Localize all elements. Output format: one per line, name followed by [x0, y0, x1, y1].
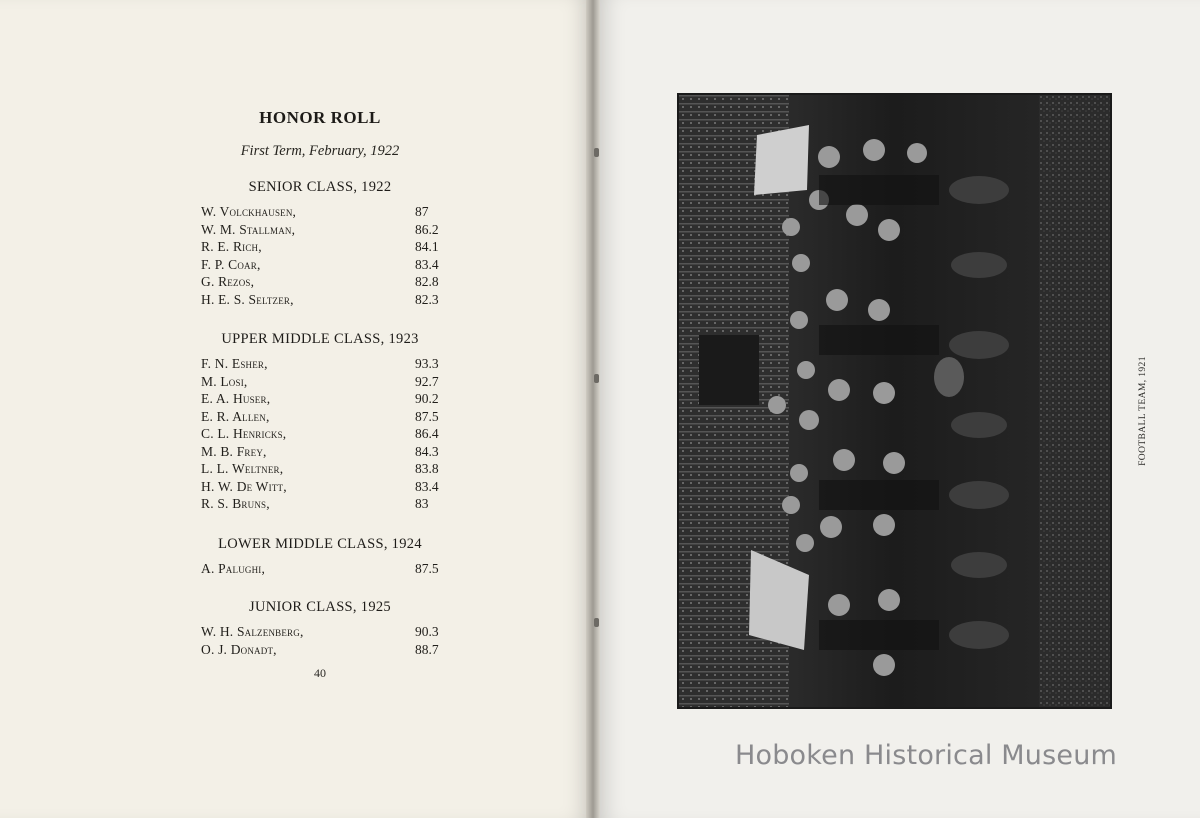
student-score: 88.7	[415, 641, 439, 657]
student-row	[201, 409, 461, 427]
student-name: R. S. Bruns,	[201, 496, 270, 511]
student-row	[201, 391, 461, 409]
student-row	[201, 426, 461, 444]
student-name: H. W. De Witt,	[201, 478, 287, 494]
student-row	[201, 222, 461, 240]
student-list-lower-middle	[201, 561, 461, 579]
student-row	[201, 479, 461, 497]
student-score: 82.8	[415, 274, 439, 289]
student-row	[201, 257, 461, 275]
student-name: G. Rezos,	[201, 274, 255, 289]
student-row	[201, 624, 461, 642]
staple	[594, 148, 599, 157]
student-name: W. M. Stallman,	[201, 221, 296, 237]
student-name: W. H. Salzenberg,	[201, 624, 304, 639]
staple	[594, 618, 599, 627]
student-score: 84.3	[415, 443, 439, 459]
student-score: 82.3	[415, 291, 439, 307]
student-row	[201, 374, 461, 392]
photo-caption-text: FOOTBALL TEAM, 1921	[1138, 356, 1148, 466]
student-row	[201, 356, 461, 374]
student-name: M. B. Frey,	[201, 443, 267, 459]
page-number: 40	[314, 666, 326, 680]
student-row	[201, 444, 461, 462]
student-list-junior	[201, 624, 461, 659]
student-name: O. J. Donadt,	[201, 641, 277, 657]
student-name: W. Volckhausen,	[201, 204, 297, 219]
student-name: A. Palughi,	[201, 561, 266, 576]
student-row	[201, 561, 461, 579]
student-score: 84.1	[415, 239, 439, 254]
student-score: 90.2	[415, 391, 439, 406]
student-list-upper-middle	[201, 356, 461, 514]
class-heading-upper-middle: UPPER MIDDLE CLASS, 1923	[221, 331, 419, 347]
museum-watermark: Hoboken Historical Museum	[735, 740, 1118, 771]
student-row	[201, 204, 461, 222]
left-page	[0, 0, 590, 818]
student-score: 87.5	[415, 408, 439, 424]
student-score: 83.8	[415, 461, 439, 476]
class-heading-lower-middle: LOWER MIDDLE CLASS, 1924	[218, 536, 422, 552]
student-score: 87	[415, 204, 429, 219]
class-heading-senior: SENIOR CLASS, 1922	[248, 179, 392, 195]
student-score: 83.4	[415, 478, 439, 494]
student-name: L. L. Weltner,	[201, 461, 284, 476]
book-gutter	[586, 0, 600, 818]
student-list-senior	[201, 204, 461, 309]
page-title: HONOR ROLL	[259, 108, 381, 127]
student-score: 86.4	[415, 426, 439, 441]
student-name: C. L. Henricks,	[201, 426, 287, 441]
student-score: 87.5	[415, 561, 439, 576]
staple	[594, 374, 599, 383]
student-score: 93.3	[415, 356, 439, 371]
student-name: M. Losi,	[201, 373, 248, 389]
student-score: 92.7	[415, 373, 439, 389]
student-score: 90.3	[415, 624, 439, 639]
student-row	[201, 461, 461, 479]
student-row	[201, 642, 461, 660]
student-row	[201, 496, 461, 514]
class-heading-junior: JUNIOR CLASS, 1925	[249, 599, 391, 615]
student-row	[201, 239, 461, 257]
student-name: H. E. S. Seltzer,	[201, 291, 294, 307]
student-row	[201, 292, 461, 310]
student-score: 83	[415, 496, 429, 511]
student-score: 83.4	[415, 256, 439, 272]
student-name: F. N. Esher,	[201, 356, 268, 371]
student-name: E. A. Huser,	[201, 391, 271, 406]
team-photo	[677, 93, 1112, 709]
student-row	[201, 274, 461, 292]
term-subtitle: First Term, February, 1922	[240, 143, 400, 159]
student-name: E. R. Allen,	[201, 408, 270, 424]
student-score: 86.2	[415, 221, 439, 237]
student-name: R. E. Rich,	[201, 239, 262, 254]
team-photo-illustration	[679, 95, 1110, 707]
student-name: F. P. Coar,	[201, 256, 261, 272]
